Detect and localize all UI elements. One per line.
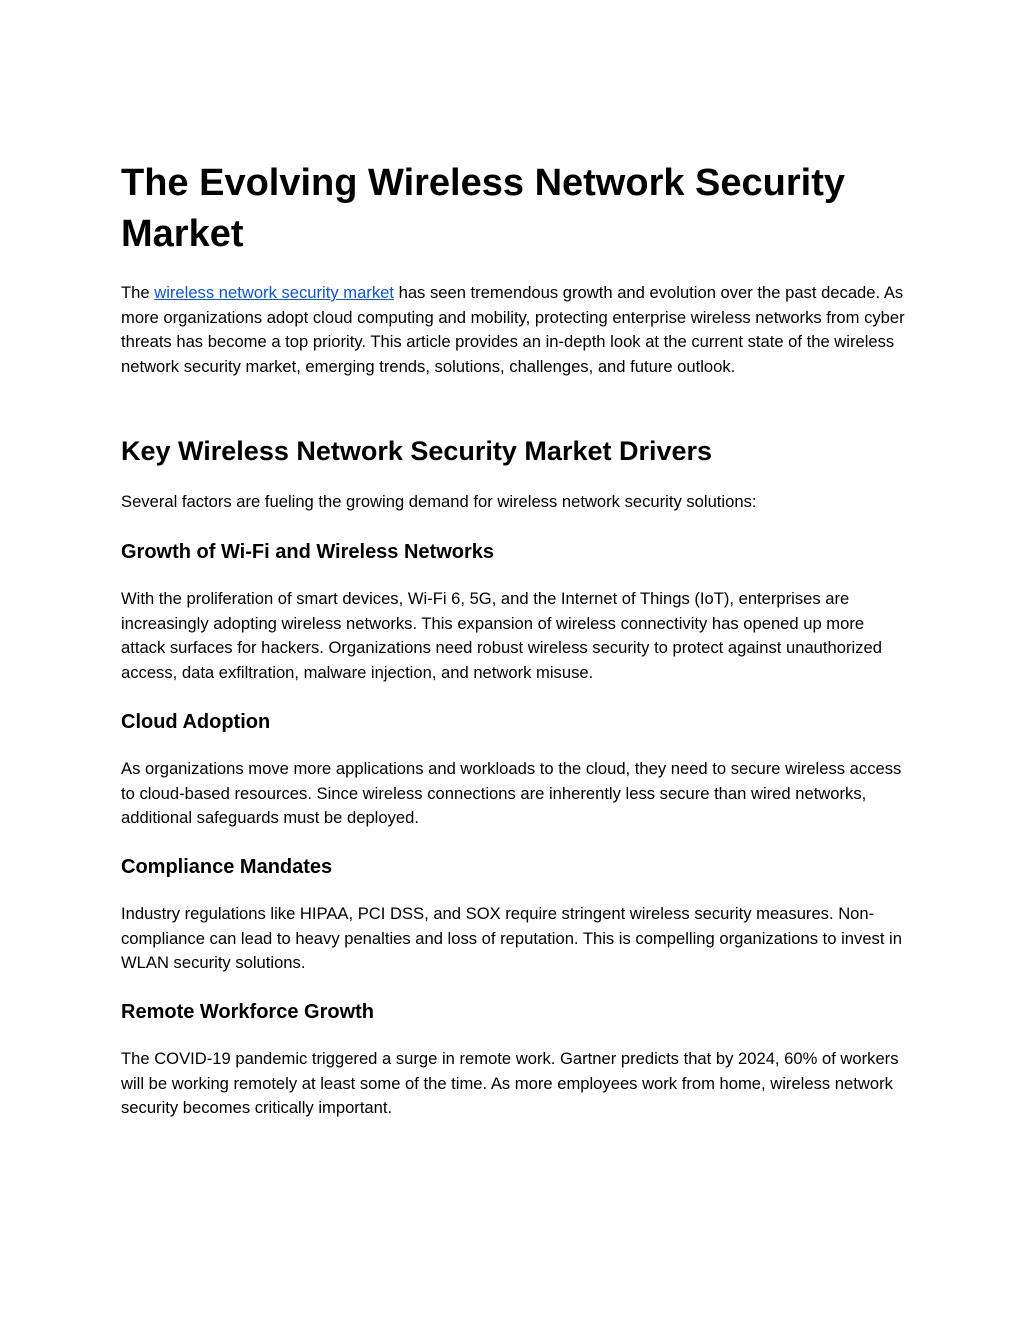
- subsection-heading-cloud-adoption: Cloud Adoption: [121, 711, 271, 733]
- subsection-heading-compliance: Compliance Mandates: [121, 856, 333, 878]
- subsection-body-remote-workforce: The COVID-19 pandemic triggered a surge in remote work. Gartner predicts that by 2024, 60% of workers will be working remotely at least some of the time. As more employees work from home, wireless network security becomes critically important.: [121, 1049, 899, 1117]
- subsection-heading-remote-workforce: Remote Workforce Growth: [121, 1001, 374, 1023]
- page-title: The Evolving Wireless Network Security Market: [121, 162, 846, 255]
- wireless-network-security-market-link[interactable]: wireless network security market: [154, 283, 394, 302]
- intro-prefix: The: [121, 283, 155, 302]
- subsection-body-compliance: Industry regulations like HIPAA, PCI DSS, and SOX require stringent wireless security measures. Non-compliance can lead to heavy penalties and loss of reputation. This is compelling organizations to invest in WLAN security solutions.: [121, 904, 902, 972]
- subsection-heading-wifi-growth: Growth of Wi-Fi and Wireless Networks: [121, 541, 495, 563]
- section-heading: Key Wireless Network Security Market Drivers: [121, 436, 713, 466]
- intro-paragraph: [121, 281, 906, 379]
- subsection-body-cloud-adoption: As organizations move more applications and workloads to the cloud, they need to secure wireless access to cloud-based resources. Since wireless connections are inherently less secure than wired networks, additional safeguards must be deployed.: [121, 759, 902, 827]
- intro-suffix: has seen tremendous growth and evolution over the past decade. As more organizations adopt cloud computing and mobility, protecting enterprise wireless networks from cyber threats has become a top priority. This article provides an in-depth look at the current state of the wireless network security market, emerging trends, solutions, challenges, and future outlook.: [121, 283, 905, 376]
- subsection-body-wifi-growth: With the proliferation of smart devices, Wi-Fi 6, 5G, and the Internet of Things (IoT), enterprises are increasingly adopting wireless networks. This expansion of wireless connectivity has opened up more attack surfaces for hackers. Organizations need robust wireless security to protect against unauthorized access, data exfiltration, malware injection, and network misuse.: [121, 589, 882, 682]
- section-lead: Several factors are fueling the growing demand for wireless network security solutions:: [121, 492, 757, 511]
